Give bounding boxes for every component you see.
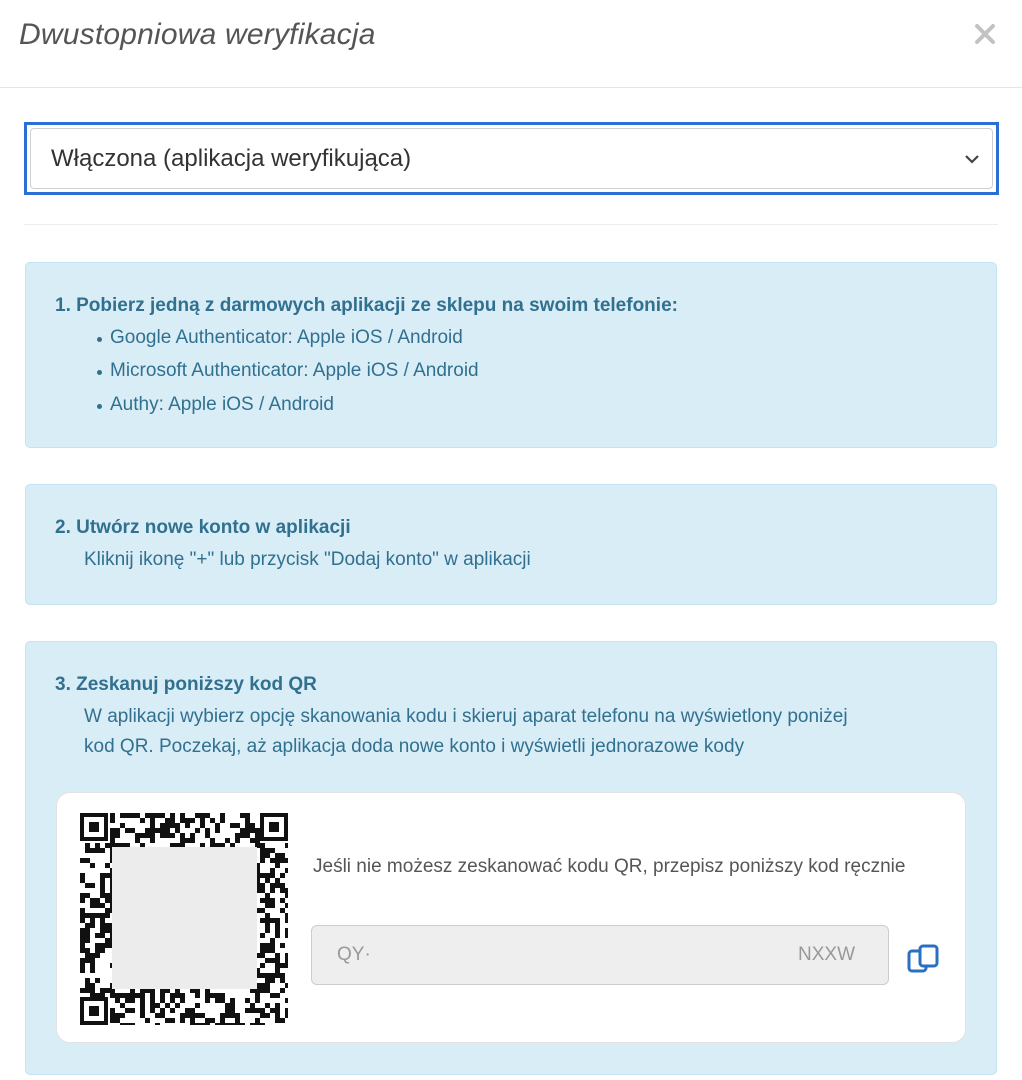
- step3-panel: [25, 641, 997, 1075]
- secret-key-field[interactable]: [311, 925, 889, 985]
- divider: [24, 224, 998, 225]
- close-button[interactable]: [968, 14, 1002, 54]
- two-factor-mode-select[interactable]: [24, 122, 999, 195]
- app-item-authy: Authy: Apple iOS / Android: [110, 394, 334, 415]
- step2-panel: [25, 484, 997, 605]
- modal-header: [0, 0, 1022, 88]
- step1-panel: [25, 262, 997, 448]
- select-value: Włączona (aplikacja weryfikująca): [51, 145, 412, 172]
- modal-title: Dwustopniowa weryfikacja: [19, 18, 376, 51]
- step2-title: 2. Utwórz nowe konto w aplikacji: [55, 517, 351, 538]
- qr-card: [56, 792, 966, 1043]
- step1-title: 1. Pobierz jedną z darmowych aplikacji ze sklepu na swoim telefonie:: [55, 295, 678, 316]
- app-microsoft-android-link[interactable]: Android: [413, 360, 479, 381]
- app-item-google: Google Authenticator: Apple iOS / Android: [110, 327, 463, 348]
- app-microsoft-ios-link[interactable]: Apple iOS: [312, 360, 399, 381]
- close-icon: [974, 23, 996, 45]
- app-item-microsoft: Microsoft Authenticator: Apple iOS / Android: [110, 360, 479, 381]
- copy-icon[interactable]: [906, 943, 942, 977]
- manual-code-hint: Jeśli nie możesz zeskanować kodu QR, przepisz poniższy kod ręcznie: [313, 856, 906, 877]
- app-authy-android-link[interactable]: Android: [268, 394, 334, 415]
- step3-text-line2: kod QR. Poczekaj, aż aplikacja doda nowe konto i wyświetli jednorazowe kody: [84, 736, 745, 757]
- app-authy-ios-link[interactable]: Apple iOS: [168, 394, 254, 415]
- app-google-android-link[interactable]: Android: [397, 327, 463, 348]
- secret-key-start: QY·: [337, 944, 371, 965]
- secret-key-end: NXXW: [798, 944, 855, 965]
- step3-title: 3. Zeskanuj poniższy kod QR: [55, 674, 317, 695]
- step2-text: Kliknij ikonę "+" lub przycisk "Dodaj konto" w aplikacji: [84, 549, 531, 570]
- step3-text-line1: W aplikacji wybierz opcję skanowania kodu i skieruj aparat telefonu na wyświetlony poniżej: [84, 706, 848, 727]
- chevron-down-icon: [964, 153, 980, 165]
- qr-code: [80, 813, 288, 1025]
- app-google-ios-link[interactable]: Apple iOS: [296, 327, 383, 348]
